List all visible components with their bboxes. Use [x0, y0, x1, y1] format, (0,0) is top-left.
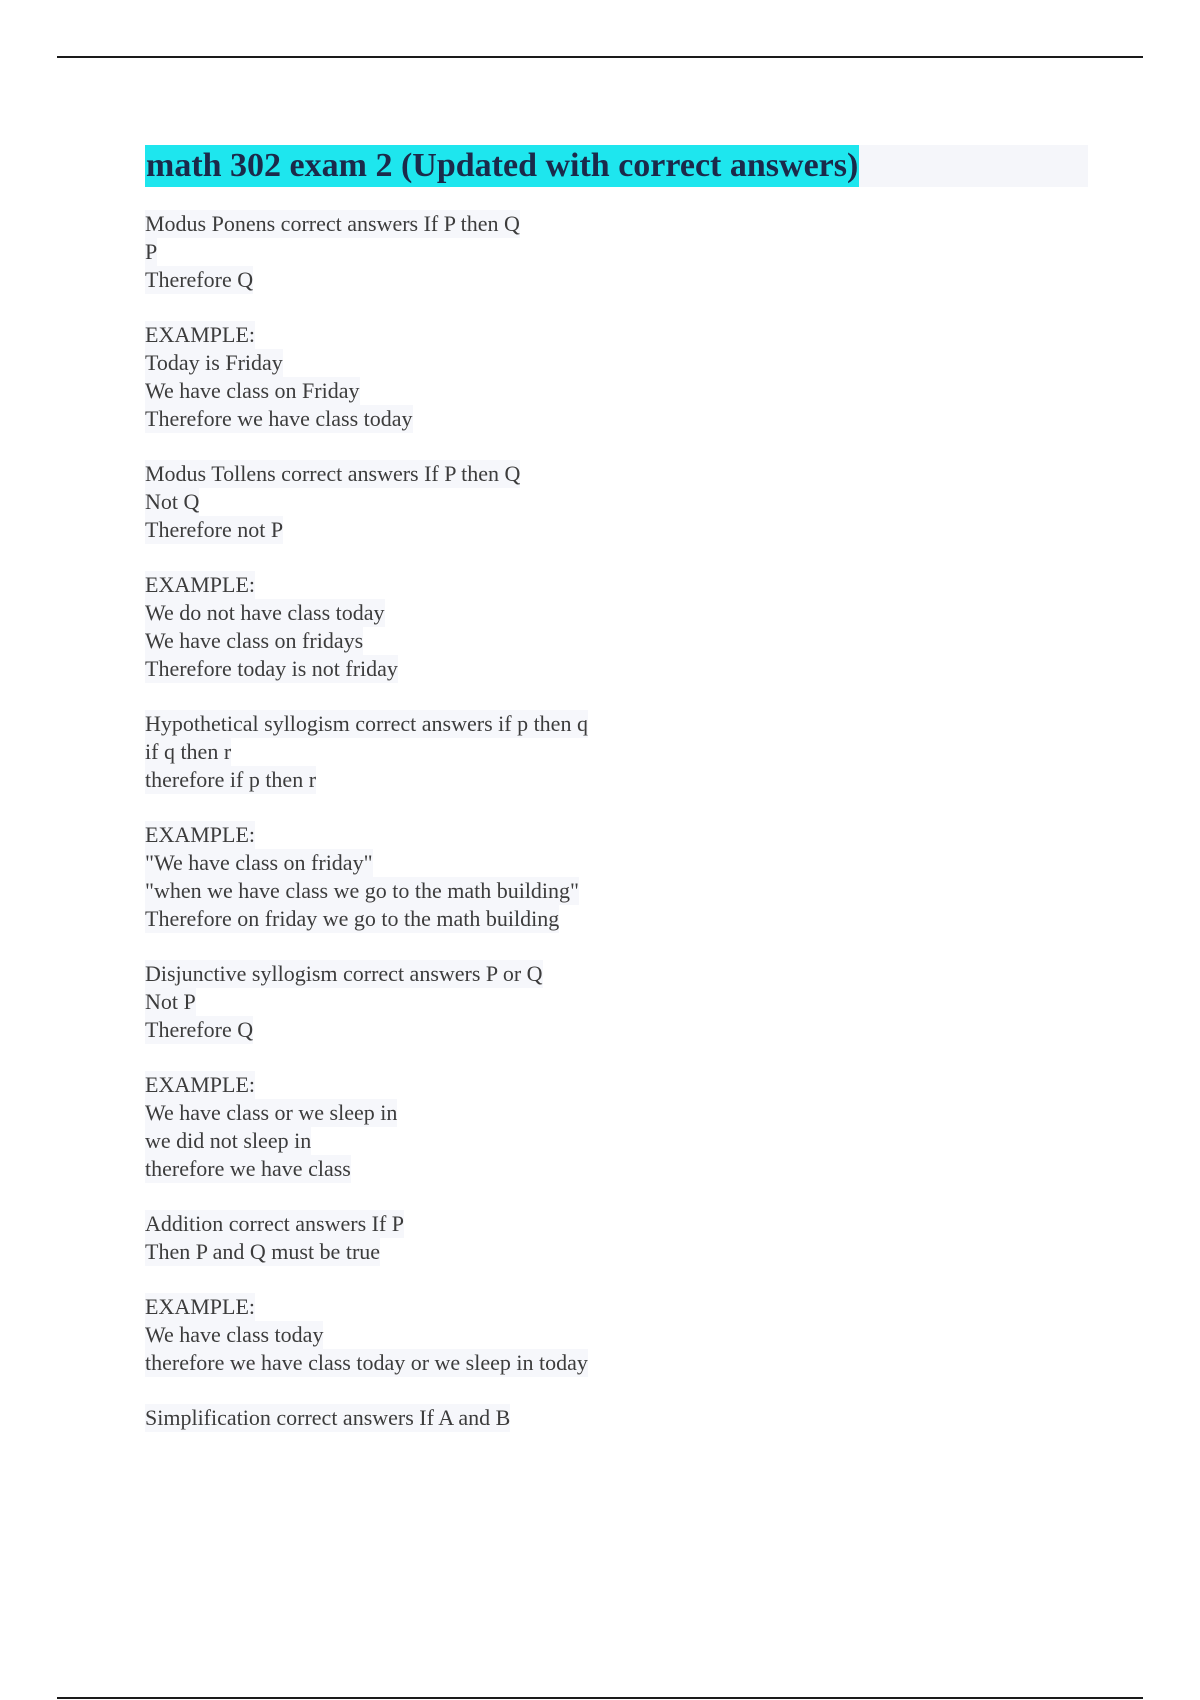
text-line: Therefore not P	[145, 517, 284, 542]
text-line: Modus Ponens correct answers If P then Q	[145, 211, 520, 236]
text-line: "We have class on friday"	[145, 850, 373, 875]
text-line: therefore if p then r	[145, 767, 317, 792]
block-example-2	[145, 571, 1090, 683]
text-line: we did not sleep in	[145, 1128, 312, 1153]
text-line: We do not have class today	[145, 600, 385, 625]
text-line: Therefore on friday we go to the math building	[145, 906, 560, 931]
text-line: P	[145, 239, 158, 264]
text-line: Therefore we have class today	[145, 406, 413, 431]
block-example-1	[145, 321, 1090, 433]
text-line: EXAMPLE:	[145, 822, 255, 847]
text-line: therefore we have class	[145, 1156, 351, 1181]
block-hypothetical-syllogism	[145, 710, 1090, 794]
block-example-5	[145, 1293, 1090, 1377]
title-band	[145, 145, 1088, 187]
block-disjunctive-syllogism	[145, 960, 1090, 1044]
text-line: if q then r	[145, 739, 232, 764]
text-line: Addition correct answers If P	[145, 1211, 405, 1236]
text-line: EXAMPLE:	[145, 322, 255, 347]
text-line: We have class on Friday	[145, 378, 360, 403]
text-line: We have class or we sleep in	[145, 1100, 398, 1125]
header-rule	[57, 56, 1143, 58]
text-line: Today is Friday	[145, 350, 283, 375]
text-line: We have class on fridays	[145, 628, 364, 653]
document-content	[145, 210, 1090, 1432]
text-line: Simplification correct answers If A and B	[145, 1405, 511, 1430]
document-title: math 302 exam 2 (Updated with correct answers)	[145, 145, 859, 187]
text-line: Disjunctive syllogism correct answers P or Q	[145, 961, 543, 986]
block-modus-tollens	[145, 460, 1090, 544]
text-line: Hypothetical syllogism correct answers if p then q	[145, 711, 588, 736]
block-simplification	[145, 1404, 1090, 1432]
text-line: "when we have class we go to the math building"	[145, 878, 580, 903]
text-line: Then P and Q must be true	[145, 1239, 381, 1264]
block-example-4	[145, 1071, 1090, 1183]
text-line: We have class today	[145, 1322, 324, 1347]
text-line: EXAMPLE:	[145, 572, 255, 597]
text-line: Not P	[145, 989, 196, 1014]
document-page	[145, 145, 1090, 1459]
block-addition	[145, 1210, 1090, 1266]
text-line: Therefore Q	[145, 267, 254, 292]
text-line: EXAMPLE:	[145, 1072, 255, 1097]
text-line: Modus Tollens correct answers If P then Q	[145, 461, 521, 486]
footer-rule	[57, 1697, 1143, 1699]
text-line: Therefore today is not friday	[145, 656, 398, 681]
text-line: Therefore Q	[145, 1017, 254, 1042]
block-example-3	[145, 821, 1090, 933]
text-line: therefore we have class today or we sleep in today	[145, 1350, 588, 1375]
text-line: Not Q	[145, 489, 200, 514]
text-line: EXAMPLE:	[145, 1294, 255, 1319]
block-modus-ponens	[145, 210, 1090, 294]
